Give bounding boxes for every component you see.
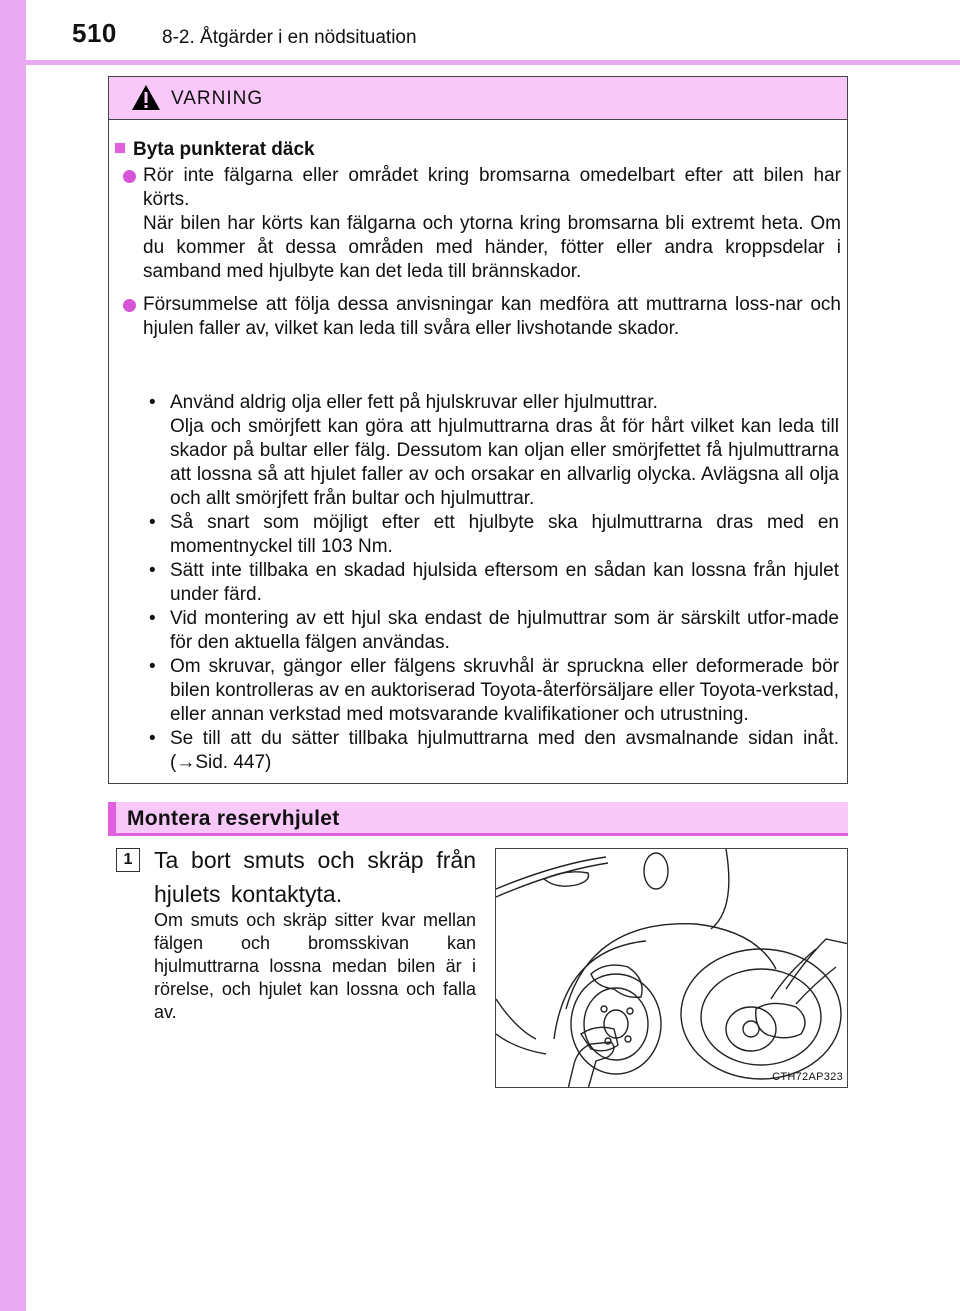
- dash-item-text: Vid montering av ett hjul ska endast de hjulmuttrar som är särskilt utfor-made för den aktuella fälgen användas.: [170, 608, 839, 653]
- warning-triangle-icon: [131, 84, 161, 111]
- dash-item-text: Olja och smörjfett kan göra att hjulmuttrarna dras åt för hårt vilket kan leda till skador på bultar eller fälg. Dessutom kan oljan eller smörjfettet få hjulmuttrarna att lossna så att hjulet faller av och orsakar en allvarlig olycka. Avlägsna all olja och allt smörjfett från bultar och hjulmuttrar.: [170, 416, 839, 509]
- illustration-clean-wheel-contact-surface: [495, 848, 848, 1088]
- circle-bullet-icon: [123, 299, 136, 312]
- bullet-text: Rör inte fälgarna eller området kring bromsarna omedelbart efter att bilen har körts.: [143, 165, 841, 210]
- warning-dash-list: [143, 391, 839, 775]
- side-color-strip: [0, 0, 26, 1311]
- dash-item-text: Sätt inte tillbaka en skadad hjulsida eftersom en sådan kan lossna från hjulet under färd.: [170, 560, 839, 605]
- warning-label: VARNING: [171, 88, 264, 109]
- step-title: Ta bort smuts och skräp från hjulets kontaktyta.: [154, 847, 476, 907]
- warning-header: [109, 77, 847, 120]
- chapter-section-title: 8-2. Åtgärder i en nödsituation: [162, 27, 417, 48]
- dash-list-item: • Sätt inte tillbaka en skadad hjulsida eftersom en sådan kan lossna från hjulet under färd.: [149, 560, 839, 605]
- figure-code: CTH72AP323: [772, 1071, 843, 1083]
- bullet-text: När bilen har körts kan fälgarna och ytorna kring bromsarna bli extremt heta. Om du kommer åt dessa områden med händer, fötter eller andra kroppsdelar i samband med hjulbyte kan det leda till brännskador.: [143, 213, 841, 282]
- dash-item-text: Om skruvar, gängor eller fälgens skruvhål är spruckna eller deformerade bör bilen kontrolleras av en auktoriserad Toyota-återförsäljare eller Toyota-verkstad, eller annan verkstad med motsvarande kvalifikationer och utrustning.: [170, 656, 839, 725]
- section-heading: Montera reservhjulet: [127, 807, 340, 830]
- dash-item-text: Så snart som möjligt efter ett hjulbyte ska hjulmuttrarna dras med en momentnyckel till 103 Nm.: [170, 512, 839, 557]
- warning-bullet: [123, 164, 841, 284]
- bullet-text: Försummelse att följa dessa anvisningar kan medföra att muttrarna loss-nar och hjulen faller av, vilket kan leda till svåra eller livshotande skador.: [143, 294, 841, 339]
- step-body: Om smuts och skräp sitter kvar mellan fälgen och bromsskivan kan hjulmuttrarna lossna medan bilen är i rörelse, och hjulet kan lossna och falla av.: [154, 910, 476, 1022]
- wheel-cleaning-illustration: [496, 849, 848, 1088]
- step-number-badge: 1: [116, 848, 140, 872]
- section-heading-bar: [108, 802, 848, 836]
- warning-subheading-text: Byta punkterat däck: [133, 139, 315, 160]
- dash-list-item: • Så snart som möjligt efter ett hjulbyte ska hjulmuttrarna dras med en momentnyckel till 103 Nm.: [149, 512, 839, 557]
- dash-item-text: Se till att du sätter tillbaka hjulmuttrarna med den avsmalnande sidan inåt. (→Sid. 447): [170, 728, 839, 773]
- dash-list-item: • Om skruvar, gängor eller fälgens skruvhål är spruckna eller deformerade bör bilen kontrolleras av en auktoriserad Toyota-återförsäljare eller Toyota-verkstad, eller annan verkstad med motsvarande kvalifikationer och utrustning.: [149, 656, 839, 725]
- dash-item-text: Använd aldrig olja eller fett på hjulskruvar eller hjulmuttrar.: [170, 392, 658, 413]
- dash-list-item: • Vid montering av ett hjul ska endast de hjulmuttrar som är särskilt utfor-made för den aktuella fälgen användas.: [149, 608, 839, 653]
- header-rule: [26, 60, 960, 65]
- warning-bullet: [123, 293, 841, 341]
- warning-subheading: [115, 138, 315, 162]
- section-accent: [108, 802, 116, 836]
- circle-bullet-icon: [123, 170, 136, 183]
- warning-box: [108, 76, 848, 784]
- dash-list-item: • Se till att du sätter tillbaka hjulmuttrarna med den avsmalnande sidan inåt. (→Sid. 447): [149, 728, 839, 773]
- dash-list-item: • Använd aldrig olja eller fett på hjulskruvar eller hjulmuttrar. Olja och smörjfett kan göra att hjulmuttrarna dras åt för hårt vilket kan leda till skador på bultar eller fälg. Dessutom kan oljan eller smörjfettet få hjulmuttrarna att lossna så att hjulet faller av och orsakar en allvarlig olycka. Avlägsna all olja och allt smörjfett från bultar och hjulmuttrar.: [149, 392, 839, 509]
- page-number: 510: [72, 18, 117, 48]
- square-bullet-icon: [115, 143, 125, 153]
